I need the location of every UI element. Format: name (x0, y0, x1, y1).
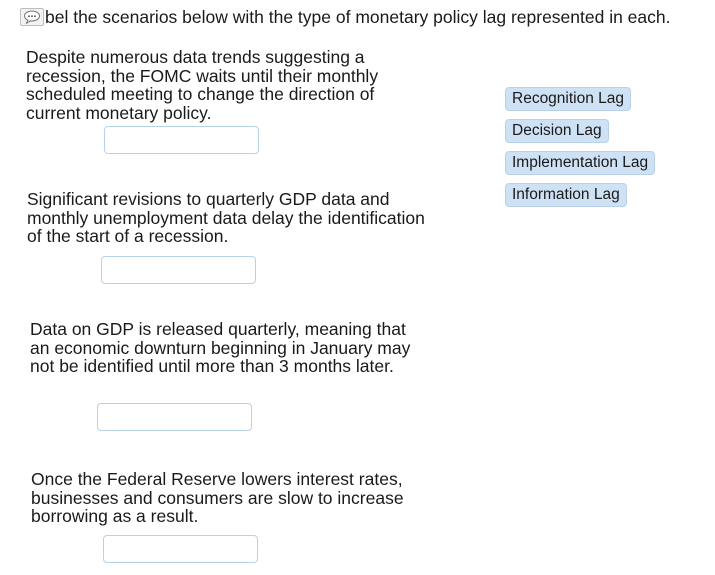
scenario-3-text: Data on GDP is released quarterly, meaning that an economic downturn beginning in January may not be identified until more than 3 months later. (30, 319, 411, 376)
scenario-1-text: Despite numerous data trends suggesting a recession, the FOMC waits until their monthly scheduled meeting to change the direction of current monetary policy. (26, 47, 379, 123)
option-recognition-lag[interactable]: Recognition Lag (505, 87, 631, 111)
speech-bubble-icon[interactable] (20, 8, 44, 26)
scenario-4-text: Once the Federal Reserve lowers interest rates, businesses and consumers are slow to increase borrowing as a result. (31, 469, 404, 526)
answer-drop-zone-3[interactable] (97, 403, 252, 431)
answer-drop-zone-1[interactable] (104, 126, 259, 154)
instruction-text: bel the scenarios below with the type of monetary policy lag represented in each. (45, 7, 671, 27)
instruction (20, 7, 715, 27)
option-decision-lag[interactable]: Decision Lag (505, 119, 609, 143)
answer-drop-zone-4[interactable] (103, 535, 258, 563)
answer-drop-zone-2[interactable] (101, 256, 256, 284)
scenario-2-text: Significant revisions to quarterly GDP data and monthly unemployment data delay the identification of the start of a recession. (27, 189, 425, 246)
option-information-lag[interactable]: Information Lag (505, 183, 627, 207)
option-implementation-lag[interactable]: Implementation Lag (505, 151, 655, 175)
